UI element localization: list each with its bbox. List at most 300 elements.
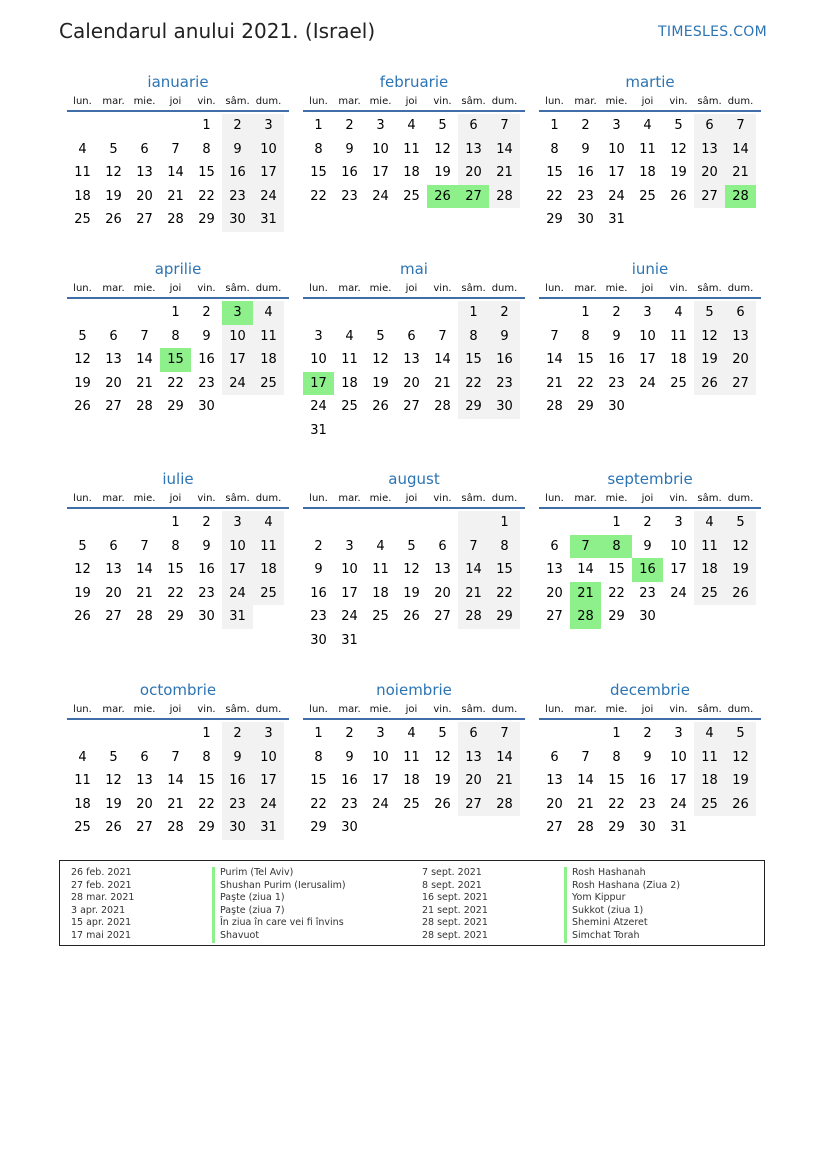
- day-cell: 6: [550, 749, 559, 765]
- day-cell: 20: [458, 769, 489, 793]
- weekday-label: sâm.: [461, 704, 486, 715]
- week-row: [67, 208, 289, 232]
- day-cell: 11: [253, 325, 284, 349]
- weekday-label: mie.: [369, 283, 392, 294]
- day-cell: 1: [202, 726, 211, 741]
- week-row: [539, 138, 761, 162]
- day-cell: 9: [581, 141, 590, 157]
- day-cell: 17: [372, 773, 389, 788]
- week-row: [539, 114, 761, 138]
- day-empty: [129, 114, 160, 138]
- day-cell: 5: [78, 328, 87, 344]
- day-cell: 7: [438, 328, 447, 344]
- weekday-header: [303, 493, 525, 509]
- day-cell: 23: [310, 609, 327, 624]
- day-cell: 27: [458, 793, 489, 817]
- day-empty: [98, 722, 129, 746]
- day-cell: 16: [608, 352, 625, 367]
- legend-date: 21 sept. 2021: [422, 904, 488, 916]
- week-row: [67, 722, 289, 746]
- day-cell: 28: [489, 185, 520, 209]
- week-row: [67, 372, 289, 396]
- day-empty: [365, 629, 396, 653]
- day-cell: 18: [253, 348, 284, 372]
- day-cell: 11: [670, 328, 687, 344]
- week-row: [67, 582, 289, 606]
- day-empty: [427, 301, 458, 325]
- day-cell: 10: [608, 141, 625, 157]
- day-cell: 19: [74, 585, 91, 601]
- weekday-label: dum.: [491, 96, 518, 107]
- day-cell: 30: [608, 399, 625, 414]
- week-row: [303, 558, 525, 582]
- day-cell: 4: [407, 726, 416, 741]
- day-cell: 26: [694, 372, 725, 396]
- legend-dates-col-2: [422, 867, 488, 943]
- day-cell: 25: [372, 609, 389, 624]
- day-empty: [98, 511, 129, 535]
- day-cell: 4: [694, 511, 725, 535]
- weekday-label: mie.: [369, 493, 392, 504]
- weekday-label: lun.: [73, 96, 92, 107]
- day-cell: 24: [310, 399, 327, 414]
- weekday-label: vin.: [669, 493, 688, 504]
- weekday-label: sâm.: [697, 96, 722, 107]
- weekday-label: vin.: [669, 283, 688, 294]
- month-name: iulie: [162, 470, 194, 488]
- legend-date: 26 feb. 2021: [71, 867, 132, 878]
- day-cell: 19: [105, 188, 122, 204]
- day-cell: 27: [105, 399, 122, 414]
- day-cell: 17: [670, 562, 687, 577]
- week-row: [539, 746, 761, 770]
- day-cell: 14: [136, 352, 153, 367]
- day-cell: 16: [222, 769, 253, 793]
- day-cell: 2: [314, 538, 323, 554]
- week-row: [539, 511, 761, 535]
- day-cell: 25: [670, 375, 687, 391]
- day-cell: 12: [670, 141, 687, 157]
- day-cell: 6: [458, 722, 489, 746]
- legend-holiday-name: Simchat Torah: [564, 930, 680, 943]
- day-cell: 6: [407, 328, 416, 344]
- day-cell: 12: [725, 535, 756, 559]
- day-cell: 13: [458, 138, 489, 162]
- day-cell: 14: [167, 773, 184, 788]
- day-empty: [365, 511, 396, 535]
- day-cell: 19: [74, 375, 91, 391]
- day-cell: 24: [670, 796, 687, 812]
- legend-holiday-name: Yom Kippur: [564, 892, 680, 905]
- day-cell: 22: [489, 582, 520, 606]
- day-cell: 11: [74, 165, 91, 180]
- day-empty: [427, 816, 458, 840]
- day-cell: 16: [577, 165, 594, 180]
- day-cell: 29: [608, 609, 625, 624]
- day-empty: [489, 816, 520, 840]
- day-cell: 15: [198, 165, 215, 180]
- legend-holiday-name: Shemini Atzeret: [564, 917, 680, 930]
- day-cell: 15: [167, 562, 184, 577]
- day-empty: [396, 301, 427, 325]
- month-name: iunie: [631, 260, 669, 278]
- day-cell: 5: [78, 538, 87, 554]
- week-row: [539, 558, 761, 582]
- days-grid: [539, 301, 761, 419]
- week-row: [67, 769, 289, 793]
- weekday-label: vin.: [433, 704, 452, 715]
- weekday-label: mie.: [605, 704, 628, 715]
- weekday-label: mie.: [133, 283, 156, 294]
- day-cell: 20: [136, 188, 153, 204]
- weekday-label: joi: [405, 493, 418, 504]
- week-row: [67, 535, 289, 559]
- weekday-label: joi: [405, 283, 418, 294]
- weekday-label: mie.: [133, 96, 156, 107]
- day-cell: 26: [434, 796, 451, 812]
- legend-holiday-name: Paşte (ziua 1): [212, 892, 346, 905]
- month-name: martie: [625, 73, 675, 91]
- week-row: [67, 605, 289, 629]
- day-cell: 3: [222, 301, 253, 325]
- weekday-label: mar.: [574, 283, 597, 294]
- weekday-label: vin.: [197, 493, 216, 504]
- weekday-label: dum.: [255, 493, 282, 504]
- day-cell: 8: [171, 328, 180, 344]
- day-cell: 31: [310, 422, 327, 438]
- week-row: [303, 535, 525, 559]
- day-cell: 20: [725, 348, 756, 372]
- day-cell: 5: [109, 141, 118, 157]
- week-row: [303, 161, 525, 185]
- day-cell: 12: [74, 352, 91, 367]
- day-cell: 22: [608, 796, 625, 812]
- weekday-label: dum.: [255, 283, 282, 294]
- day-cell: 20: [403, 375, 420, 391]
- week-row: [67, 793, 289, 817]
- month-octombrie: [67, 680, 289, 840]
- day-cell: 24: [372, 796, 389, 812]
- day-empty: [253, 395, 284, 419]
- legend-holiday-name: Paşte (ziua 7): [212, 905, 346, 918]
- day-cell: 19: [725, 558, 756, 582]
- day-cell: 4: [407, 118, 416, 133]
- day-cell: 15: [546, 165, 563, 180]
- weekday-label: sâm.: [225, 493, 250, 504]
- month-iunie: [539, 259, 761, 419]
- weekday-header: [539, 96, 761, 112]
- day-cell: 11: [341, 352, 358, 367]
- day-cell: 26: [725, 793, 756, 817]
- day-cell: 13: [694, 138, 725, 162]
- day-empty: [67, 511, 98, 535]
- day-cell: 8: [550, 141, 559, 157]
- day-cell: 22: [167, 375, 184, 391]
- days-grid: [303, 301, 525, 442]
- day-cell: 10: [639, 328, 656, 344]
- day-cell: 2: [489, 301, 520, 325]
- days-grid: [539, 114, 761, 232]
- day-cell: 28: [546, 399, 563, 414]
- day-cell: 1: [171, 515, 180, 530]
- day-cell: 9: [314, 562, 323, 577]
- day-cell: 17: [253, 161, 284, 185]
- day-cell: 30: [198, 399, 215, 414]
- week-row: [303, 722, 525, 746]
- day-empty: [98, 114, 129, 138]
- day-cell: 1: [314, 726, 323, 741]
- month-name: decembrie: [610, 681, 690, 699]
- day-cell: 25: [639, 188, 656, 204]
- weekday-label: dum.: [255, 704, 282, 715]
- day-cell: 17: [608, 165, 625, 180]
- day-cell: 18: [74, 188, 91, 204]
- week-row: [303, 769, 525, 793]
- weekday-label: mie.: [369, 704, 392, 715]
- week-row: [303, 348, 525, 372]
- day-cell: 2: [202, 305, 211, 320]
- weekday-label: lun.: [309, 704, 328, 715]
- month-name: aprilie: [154, 260, 202, 278]
- day-cell: 1: [171, 305, 180, 320]
- day-cell: 20: [694, 161, 725, 185]
- week-row: [539, 395, 761, 419]
- day-cell: 8: [581, 328, 590, 344]
- day-cell: 24: [222, 582, 253, 606]
- day-cell: 3: [345, 538, 354, 554]
- day-cell: 1: [612, 726, 621, 741]
- weekday-label: joi: [641, 283, 654, 294]
- day-cell: 30: [489, 395, 520, 419]
- day-cell: 27: [136, 212, 153, 227]
- day-cell: 24: [222, 372, 253, 396]
- day-cell: 10: [341, 562, 358, 577]
- day-cell: 3: [222, 511, 253, 535]
- holiday-legend: [59, 860, 765, 946]
- day-empty: [539, 301, 570, 325]
- month-noiembrie: [303, 680, 525, 840]
- day-cell: 2: [345, 118, 354, 133]
- day-cell: 15: [310, 773, 327, 788]
- week-row: [67, 138, 289, 162]
- day-cell: 16: [198, 562, 215, 577]
- weekday-label: dum.: [727, 283, 754, 294]
- month-septembrie: [539, 469, 761, 629]
- day-empty: [694, 395, 725, 419]
- day-cell: 29: [310, 820, 327, 835]
- legend-holiday-name: Rosh Hashana (Ziua 2): [564, 880, 680, 893]
- legend-holiday-name: Shushan Purim (Ierusalim): [212, 880, 346, 893]
- day-cell: 10: [372, 141, 389, 157]
- day-cell: 25: [694, 793, 725, 817]
- day-cell: 28: [136, 609, 153, 624]
- day-cell: 28: [570, 605, 601, 629]
- day-empty: [365, 816, 396, 840]
- day-cell: 3: [612, 118, 621, 133]
- day-empty: [98, 301, 129, 325]
- day-cell: 10: [222, 535, 253, 559]
- day-empty: [334, 419, 365, 443]
- month-name: mai: [400, 260, 428, 278]
- day-cell: 13: [458, 746, 489, 770]
- month-martie: [539, 72, 761, 232]
- week-row: [539, 535, 761, 559]
- legend-date: 17 mai 2021: [71, 929, 132, 941]
- day-cell: 7: [171, 749, 180, 765]
- day-cell: 16: [222, 161, 253, 185]
- day-cell: 22: [310, 188, 327, 204]
- day-cell: 24: [639, 375, 656, 391]
- day-cell: 30: [639, 820, 656, 835]
- day-cell: 24: [253, 793, 284, 817]
- day-cell: 23: [198, 585, 215, 601]
- day-cell: 21: [489, 769, 520, 793]
- day-cell: 21: [136, 585, 153, 601]
- day-cell: 6: [725, 301, 756, 325]
- day-cell: 10: [222, 325, 253, 349]
- legend-date: 27 feb. 2021: [71, 879, 132, 891]
- week-row: [303, 301, 525, 325]
- day-cell: 3: [253, 114, 284, 138]
- day-cell: 31: [253, 208, 284, 232]
- day-cell: 31: [608, 212, 625, 227]
- week-row: [303, 816, 525, 840]
- legend-date: 15 apr. 2021: [71, 917, 132, 929]
- day-cell: 23: [608, 375, 625, 391]
- days-grid: [67, 301, 289, 419]
- day-cell: 17: [303, 372, 334, 396]
- day-cell: 8: [601, 535, 632, 559]
- day-cell: 26: [427, 185, 458, 209]
- day-cell: 12: [403, 562, 420, 577]
- weekday-label: mie.: [605, 96, 628, 107]
- weekday-label: dum.: [491, 704, 518, 715]
- day-cell: 19: [105, 796, 122, 812]
- day-cell: 15: [489, 558, 520, 582]
- week-row: [303, 511, 525, 535]
- day-cell: 26: [74, 609, 91, 624]
- day-cell: 4: [643, 118, 652, 133]
- day-empty: [67, 301, 98, 325]
- weekday-label: lun.: [73, 704, 92, 715]
- day-cell: 14: [167, 165, 184, 180]
- day-empty: [129, 722, 160, 746]
- day-cell: 4: [345, 328, 354, 344]
- legend-names-col-1: [212, 867, 346, 943]
- day-cell: 6: [694, 114, 725, 138]
- day-cell: 19: [403, 585, 420, 601]
- day-cell: 26: [105, 820, 122, 835]
- weekday-label: sâm.: [697, 493, 722, 504]
- day-cell: 23: [198, 375, 215, 391]
- day-cell: 11: [74, 773, 91, 788]
- day-cell: 22: [458, 372, 489, 396]
- weekday-label: vin.: [433, 283, 452, 294]
- day-cell: 22: [546, 188, 563, 204]
- day-cell: 29: [458, 395, 489, 419]
- day-cell: 8: [314, 141, 323, 157]
- day-cell: 7: [171, 141, 180, 157]
- day-cell: 21: [489, 161, 520, 185]
- legend-names-col-2: [564, 867, 680, 943]
- day-cell: 23: [489, 372, 520, 396]
- day-cell: 4: [78, 141, 87, 157]
- week-row: [67, 161, 289, 185]
- day-empty: [570, 511, 601, 535]
- weekday-label: sâm.: [461, 283, 486, 294]
- day-cell: 13: [434, 562, 451, 577]
- day-cell: 25: [253, 372, 284, 396]
- weekday-label: mie.: [605, 283, 628, 294]
- weekday-label: vin.: [197, 283, 216, 294]
- weekday-header: [67, 704, 289, 720]
- day-cell: 27: [546, 609, 563, 624]
- day-cell: 28: [136, 399, 153, 414]
- day-cell: 8: [458, 325, 489, 349]
- weekday-label: vin.: [433, 96, 452, 107]
- weekday-label: lun.: [73, 283, 92, 294]
- day-cell: 22: [198, 796, 215, 812]
- day-empty: [396, 816, 427, 840]
- day-cell: 7: [570, 535, 601, 559]
- weekday-label: sâm.: [697, 283, 722, 294]
- day-cell: 26: [670, 188, 687, 204]
- day-cell: 4: [253, 301, 284, 325]
- days-grid: [303, 114, 525, 208]
- week-row: [539, 161, 761, 185]
- day-empty: [458, 419, 489, 443]
- day-empty: [694, 208, 725, 232]
- month-decembrie: [539, 680, 761, 840]
- day-empty: [67, 722, 98, 746]
- day-cell: 18: [341, 375, 358, 391]
- brand-logo[interactable]: TIMESLES.COM: [658, 24, 767, 40]
- day-empty: [160, 114, 191, 138]
- week-row: [67, 114, 289, 138]
- day-empty: [489, 629, 520, 653]
- month-august: [303, 469, 525, 652]
- day-cell: 29: [167, 609, 184, 624]
- day-cell: 20: [105, 585, 122, 601]
- day-cell: 9: [612, 328, 621, 344]
- day-cell: 1: [458, 301, 489, 325]
- day-cell: 16: [639, 773, 656, 788]
- day-cell: 9: [345, 141, 354, 157]
- day-empty: [396, 511, 427, 535]
- day-cell: 9: [345, 749, 354, 765]
- day-cell: 16: [341, 773, 358, 788]
- day-cell: 20: [136, 796, 153, 812]
- day-cell: 30: [222, 816, 253, 840]
- day-cell: 30: [577, 212, 594, 227]
- month-name: septembrie: [607, 470, 693, 488]
- day-cell: 23: [341, 796, 358, 812]
- weekday-label: mar.: [574, 96, 597, 107]
- day-cell: 5: [694, 301, 725, 325]
- day-cell: 23: [639, 796, 656, 812]
- weekday-header: [303, 96, 525, 112]
- day-cell: 11: [403, 141, 420, 157]
- day-cell: 3: [643, 305, 652, 320]
- day-cell: 22: [310, 796, 327, 812]
- day-cell: 15: [310, 165, 327, 180]
- day-cell: 30: [639, 609, 656, 624]
- day-cell: 9: [489, 325, 520, 349]
- day-cell: 14: [577, 562, 594, 577]
- month-name: noiembrie: [376, 681, 452, 699]
- day-cell: 6: [109, 538, 118, 554]
- day-cell: 5: [725, 722, 756, 746]
